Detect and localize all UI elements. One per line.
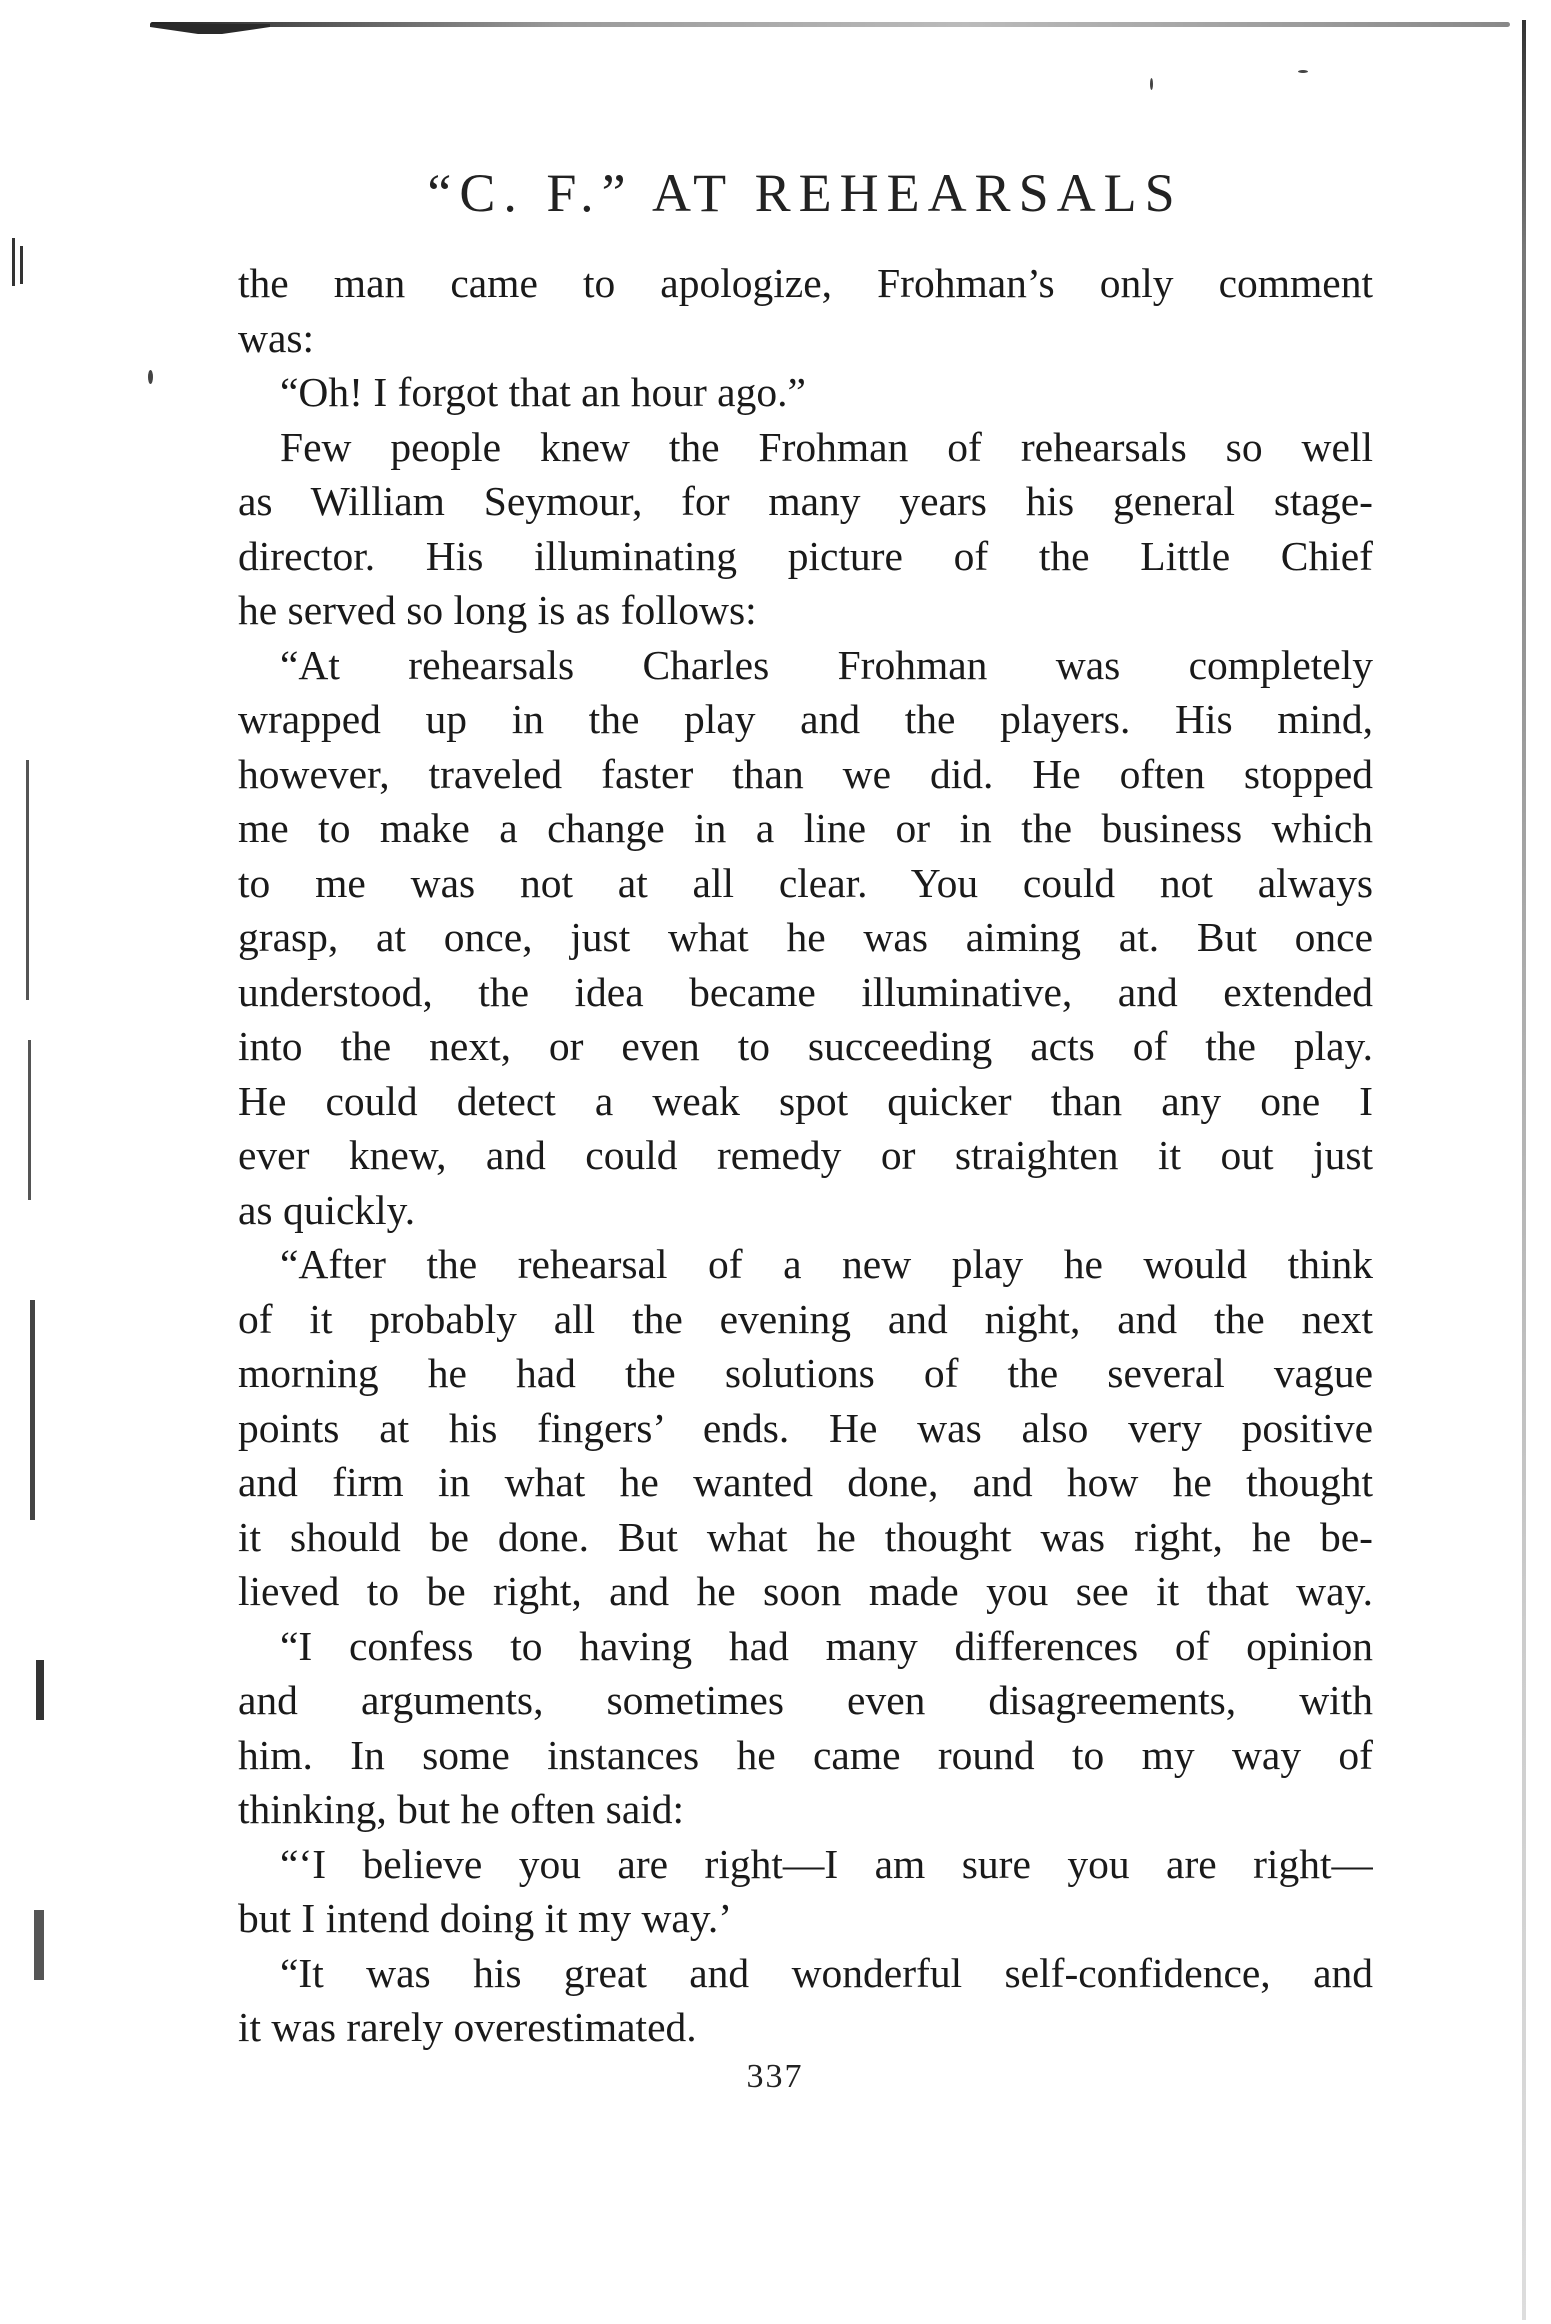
text-line: ever knew, and could remedy or straighten it out just [238,1132,1373,1178]
text-line: “After the rehearsal of a new play he would think [280,1241,1373,1287]
text-line: understood, the idea became illuminative, and extended [238,968,1373,1015]
binding-mark [28,1040,31,1200]
binding-mark [30,1300,35,1520]
text-line: of it probably all the evening and night, and the next [238,1295,1373,1342]
text-line: He could detect a weak spot quicker than any one I [238,1077,1373,1124]
text-line: “‘I believe you are right—I am sure you are right— [280,1840,1373,1887]
scan-edge-top [150,22,1510,27]
scan-speck [1150,78,1153,90]
text-line: me to make a change in a line or in the business which [238,805,1373,851]
binding-mark [12,238,15,286]
text-line: however, traveled faster than we did. He often stopped [238,750,1373,797]
text-line: Few people knew the Frohman of rehearsals so well [280,423,1373,470]
binding-mark [36,1660,44,1720]
binding-mark [26,760,29,1000]
scan-speck [1298,70,1308,73]
page-number: 337 [746,2058,804,2095]
text-line: to me was not at all clear. You could not always [238,859,1373,906]
running-head: “C. F.” AT REHEARSALS [427,163,1183,223]
text-line: “Oh! I forgot that an hour ago.” [280,369,806,415]
binding-mark [20,246,23,284]
text-line: “It was his great and wonderful self-confidence, and [280,1949,1373,1996]
text-line: him. In some instances he came round to my way of [238,1731,1373,1778]
text-line: points at his fingers’ ends. He was also very positive [238,1404,1373,1451]
text-line: as William Seymour, for many years his general stage- [238,478,1373,524]
binding-mark [34,1910,44,1980]
text-line: as quickly. [238,1186,416,1233]
text-line: but I intend doing it my way.’ [238,1895,733,1941]
text-line: wrapped up in the play and the players. His mind, [238,696,1373,742]
text-line: he served so long is as follows: [238,587,757,633]
text-line: lieved to be right, and he soon made you see it that way. [238,1568,1373,1614]
text-line: “I confess to having had many differences of opinion [280,1622,1373,1669]
text-line: it should be done. But what he thought was right, he be- [238,1513,1373,1560]
scan-edge-right [1522,20,1526,2320]
text-line: grasp, at once, just what he was aiming at. But once [238,914,1373,960]
text-line: into the next, or even to succeeding acts of the play. [238,1023,1373,1069]
scan-speck [148,370,153,384]
body-text [238,256,1373,2055]
text-line: “At rehearsals Charles Frohman was completely [280,641,1373,688]
text-line: was: [238,314,315,361]
text-line: the man came to apologize, Frohman’s only comment [238,260,1373,306]
text-line: and arguments, sometimes even disagreements, with [238,1677,1373,1723]
text-line: morning he had the solutions of the several vague [238,1350,1373,1396]
text-line: thinking, but he often said: [238,1786,685,1832]
text-line: and firm in what he wanted done, and how he thought [238,1459,1373,1505]
text-line: director. His illuminating picture of the Little Chief [238,532,1373,579]
text-line: it was rarely overestimated. [238,2004,697,2050]
scan-edge-mark [150,24,270,34]
